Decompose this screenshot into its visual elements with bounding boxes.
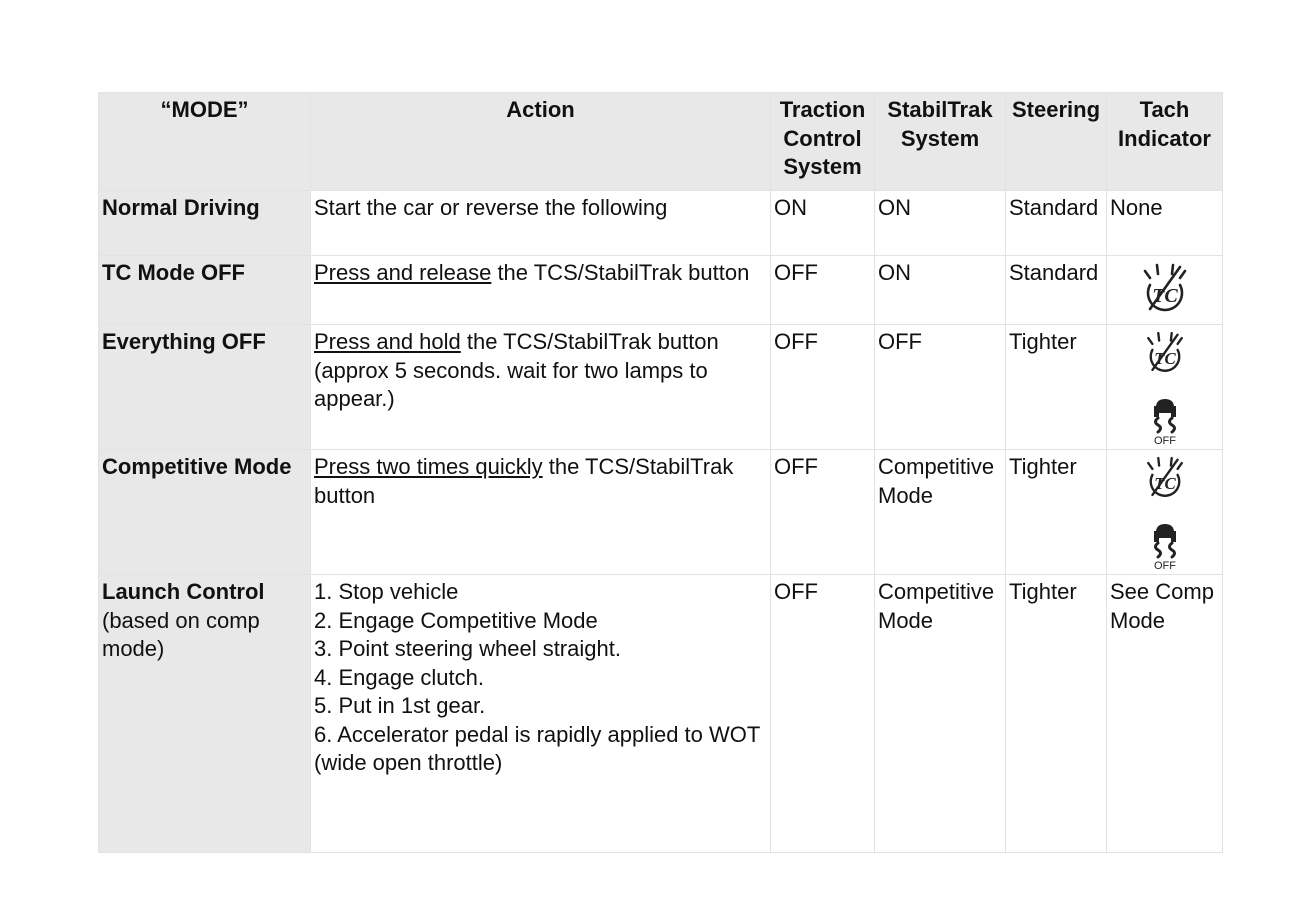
list-item: 3. Point steering wheel straight. [314,636,621,661]
tach-cell: None [1107,191,1223,256]
traction-cell: ON [771,191,875,256]
header-mode: “MODE” [99,93,311,191]
action-cell [311,191,771,256]
tach-cell [1107,256,1223,325]
stabiltrak-cell: ON [875,256,1006,325]
action-underlined-text: Press and hold [314,329,461,354]
traction-cell: OFF [771,256,875,325]
header-tach-indicator: Tach Indicator [1107,93,1223,191]
action-cell [311,450,771,575]
mode-cell [99,450,311,575]
traction-cell: OFF [771,325,875,450]
traction-control-off-icon [1143,453,1187,505]
traction-cell: OFF [771,575,875,853]
mode-name: Competitive Mode [102,454,292,479]
table-row [99,325,1223,450]
list-item: 2. Engage Competitive Mode [314,607,598,633]
mode-name: Normal Driving [102,195,260,220]
list-item: 5. Put in 1st gear. [314,693,486,718]
mode-name: TC Mode OFF [102,260,245,285]
action-underlined-text: Press and release [314,260,492,285]
mode-cell [99,191,311,256]
steering-cell: Tighter [1006,450,1107,575]
header-steering: Steering [1006,93,1107,191]
icon-off-label: OFF [1153,560,1176,571]
steering-cell: Standard [1006,191,1107,256]
table-row [99,575,1223,853]
action-cell [311,325,771,450]
header-traction-control: Traction Control System [771,93,875,191]
steering-cell: Tighter [1006,575,1107,853]
header-row [99,93,1223,191]
mode-cell [99,325,311,450]
icon-off-label: OFF [1153,435,1176,446]
traction-control-off-icon [1140,259,1190,321]
action-text: the TCS/StabilTrak button [314,454,734,508]
svg-text:TC: TC [1153,474,1176,494]
stabiltrak-cell: ON [875,191,1006,256]
action-underlined-text: Press two times quickly [314,454,543,479]
steering-cell: Standard [1006,256,1107,325]
action-cell [311,256,771,325]
table-row [99,256,1223,325]
list-item: 1. Stop vehicle [314,579,459,604]
stabilitrak-off-icon [1145,519,1185,571]
svg-text:TC: TC [1153,349,1176,369]
header-stabiltrak: StabilTrak System [875,93,1006,191]
mode-cell [99,256,311,325]
mode-note: (based on comp mode) [102,607,260,661]
traction-control-off-icon [1143,328,1187,380]
traction-cell: OFF [771,450,875,575]
stabilitrak-off-icon [1145,394,1185,446]
steering-cell: Tighter [1006,325,1107,450]
svg-text:TC: TC [1151,285,1178,307]
list-item: 4. Engage clutch. [314,664,485,690]
action-cell [311,575,771,853]
tach-cell: See Comp Mode [1107,575,1223,853]
stabiltrak-cell: Competitive Mode [875,575,1006,853]
tach-cell [1107,325,1223,450]
tach-cell [1107,450,1223,575]
mode-cell [99,575,311,853]
action-text: the TCS/StabilTrak button (approx 5 seconds. wait for two lamps to appear.) [314,329,719,411]
steps-list [314,578,767,778]
stabiltrak-cell: Competitive Mode [875,450,1006,575]
action-text: Start the car or reverse the following [314,195,668,220]
header-action: Action [311,93,771,191]
mode-name: Launch Control [102,579,265,604]
action-text: the TCS/StabilTrak button [491,260,750,285]
list-item: 6. Accelerator pedal is rapidly applied to WOT (wide open throttle) [314,721,760,775]
mode-name: Everything OFF [102,329,266,354]
table-row [99,450,1223,575]
stabiltrak-cell: OFF [875,325,1006,450]
mode-table [98,92,1223,853]
table-row [99,191,1223,256]
